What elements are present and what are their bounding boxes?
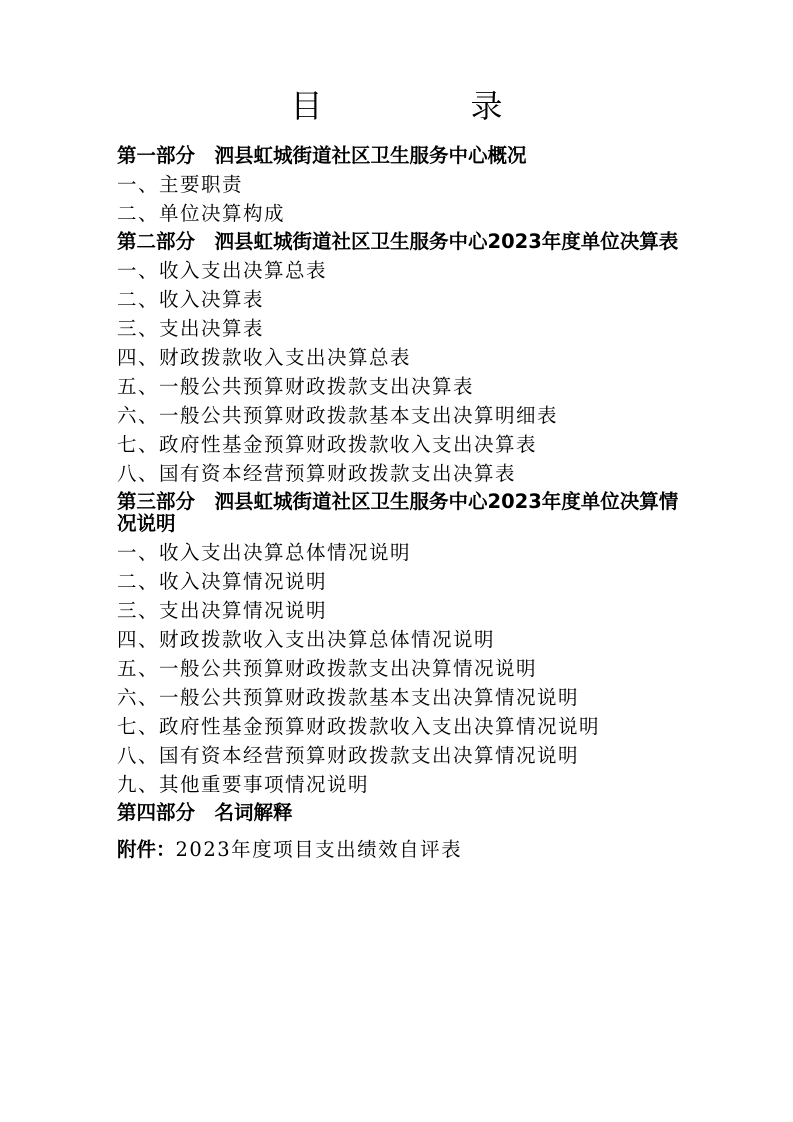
toc-item: 七、政府性基金预算财政拨款收入支出决算情况说明 <box>117 715 601 738</box>
toc-item: 四、财政拨款收入支出决算总表 <box>117 346 412 369</box>
toc-item: 七、政府性基金预算财政拨款收入支出决算表 <box>117 433 538 456</box>
toc-item: 三、支出决算表 <box>117 317 265 340</box>
attachment-line <box>117 835 687 865</box>
part-heading-2: 第二部分 泗县虹城街道社区卫生服务中心2023年度单位决算表 <box>117 230 679 253</box>
toc-item: 二、收入决算表 <box>117 288 265 311</box>
toc-item: 一、主要职责 <box>117 173 244 196</box>
toc-item: 五、一般公共预算财政拨款支出决算表 <box>117 375 475 398</box>
toc-item: 五、一般公共预算财政拨款支出决算情况说明 <box>117 657 538 680</box>
page-title: 目 录 <box>290 87 561 125</box>
toc-item: 六、一般公共预算财政拨款基本支出决算情况说明 <box>117 686 580 709</box>
attachment-text: 2023年度项目支出绩效自评表 <box>175 838 463 861</box>
part-heading-3: 第三部分 泗县虹城街道社区卫生服务中心2023年度单位决算情况说明 <box>117 490 679 535</box>
toc-item: 一、收入支出决算总表 <box>117 259 328 282</box>
table-of-contents <box>117 142 687 865</box>
toc-item: 八、国有资本经营预算财政拨款支出决算表 <box>117 462 517 485</box>
toc-item: 六、一般公共预算财政拨款基本支出决算明细表 <box>117 404 559 427</box>
part-heading-4: 第四部分 名词解释 <box>117 801 293 824</box>
toc-item: 一、收入支出决算总体情况说明 <box>117 541 412 564</box>
toc-item: 九、其他重要事项情况说明 <box>117 773 370 796</box>
toc-item: 四、财政拨款收入支出决算总体情况说明 <box>117 628 496 651</box>
toc-item: 三、支出决算情况说明 <box>117 599 328 622</box>
attachment-label: 附件： <box>117 838 176 861</box>
toc-item: 二、收入决算情况说明 <box>117 570 328 593</box>
toc-item: 八、国有资本经营预算财政拨款支出决算情况说明 <box>117 744 580 767</box>
part-heading-1: 第一部分 泗县虹城街道社区卫生服务中心概况 <box>117 144 527 167</box>
toc-item: 二、单位决算构成 <box>117 202 286 225</box>
